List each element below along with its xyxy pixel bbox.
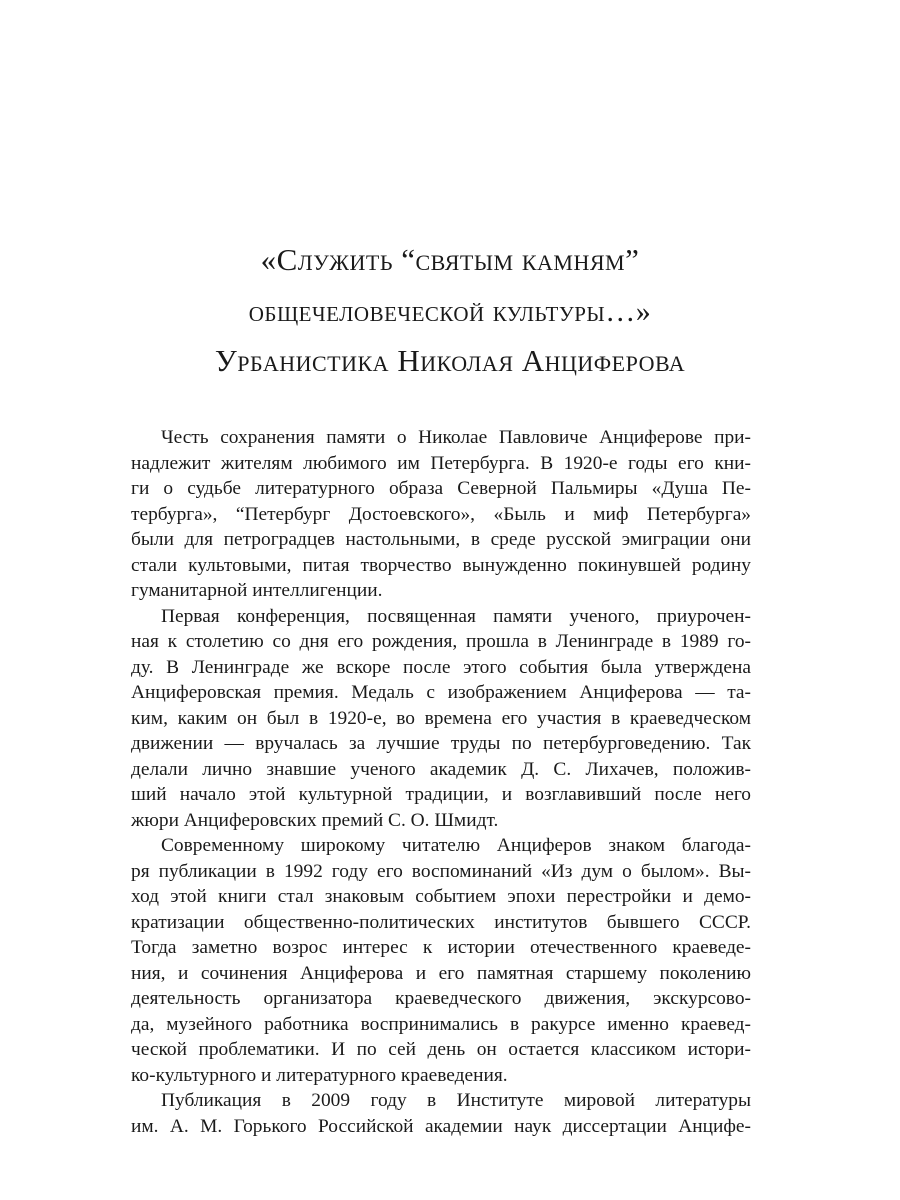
text-line: тербурга», “Петербург Достоевского», «Быль и миф Петербурга» [131,503,751,525]
text-line: Современному широкому читателю Анциферов знаком благода- [161,835,751,856]
paragraph-1 [131,425,751,604]
text-line: Тогда заметно возрос интерес к истории отечественного краеведе- [131,937,751,958]
text-line: ния, и сочинения Анциферова и его памятная старшему поколению [131,962,751,984]
text-line: ший начало этой культурной традиции, и возглавивший после него [131,784,751,805]
text-line: ческой проблематики. И по сей день он остается классиком истори- [131,1039,751,1060]
text-line: ко-культурного и литературного краеведения. [131,1064,508,1086]
paragraph-2 [131,604,751,834]
title-line-2: общечеловеческой культуры…» [248,295,652,328]
text-line: гуманитарной интеллигенции. [131,580,383,601]
text-line: деятельность организатора краеведческого движения, экскурсово- [131,988,751,1009]
text-line: кратизации общественно-политических институтов бывшего СССР. [131,911,751,933]
text-line: да, музейного работника воспринимались в ракурсе именно краевед- [131,1013,751,1035]
text-line: ким, каким он был в 1920-е, во времена его участия в краеведческом [131,707,751,729]
paragraph-4 [131,1088,751,1139]
text-line: ги о судьбе литературного образа Северной Пальмиры «Душа Пе- [131,478,751,499]
text-line: ход этой книги стал знаковым событием эпохи перестройки и демо- [131,886,751,907]
text-line: Анциферовская премия. Медаль с изображением Анциферова — та- [131,682,751,703]
text-line: Честь сохранения памяти о Николае Павловиче Анциферове при- [161,427,751,448]
text-line: надлежит жителям любимого им Петербурга. В 1920-е годы его кни- [131,452,751,474]
body-text [131,425,751,1139]
text-line: Публикация в 2009 году в Институте мировой литературы [161,1090,751,1111]
text-line: ду. В Ленинграде же вскоре после этого события была утверждена [131,656,751,678]
text-line: ря публикации в 1992 году его воспоминаний «Из дум о былом». Вы- [131,860,751,882]
text-line: им. А. М. Горького Российской академии наук диссертации Анцифе- [131,1115,751,1137]
text-line: ная к столетию со дня его рождения, прошла в Ленинграде в 1989 го- [131,631,751,652]
title-line-1: «Служить “святым камням” [260,242,640,277]
text-line: жюри Анциферовских премий С. О. Шмидт. [131,809,499,831]
title-line-3: Урбанистика Николая Анциферова [214,343,686,378]
text-line: делали лично знавшие ученого академик Д. С. Лихачев, положив- [131,758,751,780]
text-line: движении — вручалась за лучшие труды по петербурговедению. Так [131,733,751,754]
text-line: были для петроградцев настольными, в среде русской эмиграции они [131,529,751,550]
chapter-title [0,243,900,378]
paragraph-3 [131,833,751,1088]
text-line: стали культовыми, питая творчество вынужденно покинувшей родину [131,554,751,576]
text-line: Первая конференция, посвященная памяти ученого, приурочен- [161,605,751,627]
